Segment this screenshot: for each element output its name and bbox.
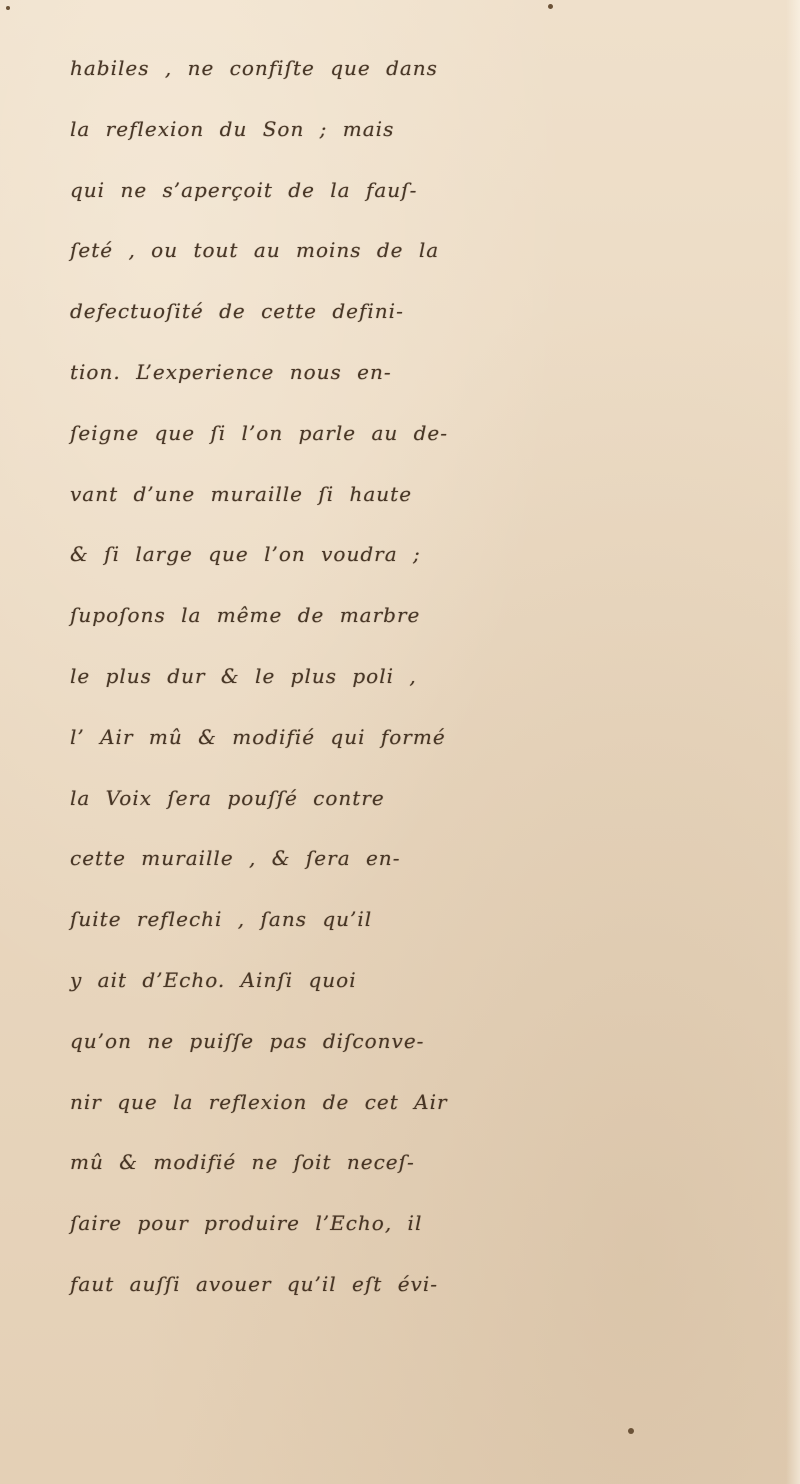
text-line: & ſi large que l’on voudra ; [70, 542, 421, 567]
text-line: qu’on ne puiſſe pas diſconve- [70, 1028, 425, 1053]
text-line: defectuoſité de cette defini- [70, 299, 404, 324]
ink-speck [6, 6, 10, 10]
text-line: mû & modifié ne ſoit neceſ- [70, 1150, 415, 1175]
ink-speck [628, 1428, 634, 1434]
text-line: nir que la reflexion de cet Air [70, 1089, 448, 1114]
text-line: l’ Air mû & modifié qui formé [70, 724, 446, 749]
text-line: ſupoſons la même de marbre [70, 603, 421, 628]
text-line: ſeté , ou tout au moins de la [70, 238, 440, 263]
text-line: la reflexion du Son ; mais [70, 116, 395, 141]
text-line: le plus dur & le plus poli , [70, 663, 417, 688]
text-line: la Voix ſera pouſſé contre [70, 785, 385, 810]
text-line: cette muraille , & ſera en- [70, 846, 401, 871]
text-line: ſeigne que ſi l’on parle au de- [70, 420, 449, 445]
text-line: ſuite reflechi , ſans qu’il [70, 907, 373, 932]
page-text [70, 38, 790, 1315]
ink-speck [548, 4, 553, 9]
text-line: habiles , ne confiſte que dans [70, 56, 438, 80]
text-line: tion. L’experience nous en- [70, 359, 392, 384]
text-line: faut auſſi avouer qu’il eſt évi- [70, 1271, 438, 1296]
text-line: vant d’une muraille ſi haute [70, 481, 413, 506]
text-line: y ait d’Echo. Ainſi quoi [70, 967, 357, 992]
text-line: qui ne s’aperçoit de la fauſ- [70, 177, 418, 202]
text-line: ſaire pour produire l’Echo, il [70, 1211, 423, 1236]
